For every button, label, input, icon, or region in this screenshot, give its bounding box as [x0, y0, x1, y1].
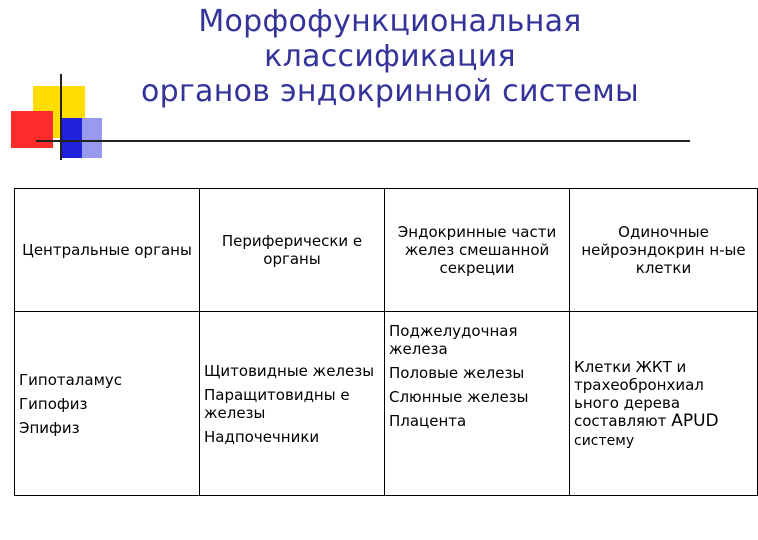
- red-square: [11, 111, 53, 148]
- single-cells-text: Клетки ЖКТ и трахеобронхиал ьного дерева составляют: [574, 357, 704, 430]
- apud-label: APUD: [671, 410, 719, 431]
- title-line-1: Морфофункциональная: [198, 4, 582, 39]
- table-header-row: [15, 189, 758, 312]
- cell-central-organs: [15, 312, 200, 496]
- header-label: Эндокринные части желез смешанной секреции: [397, 223, 557, 277]
- title-line-3: органов эндокринной системы: [140, 74, 640, 109]
- header-label: Периферически е органы: [221, 232, 363, 268]
- cell-peripheral-organs: [200, 312, 385, 496]
- header-label: Центральные органы: [22, 241, 192, 259]
- list-item: Паращитовидны е железы: [204, 385, 350, 422]
- list-item: Надпочечники: [204, 427, 320, 446]
- title-line-2: классификация: [264, 39, 516, 74]
- list-item: Щитовидные железы: [204, 361, 375, 380]
- classification-table: [14, 188, 758, 496]
- header-single-cells: [570, 189, 758, 312]
- list-item: Слюнные железы: [389, 388, 529, 406]
- header-mixed-glands: [385, 189, 570, 312]
- table-body-row: [15, 312, 758, 496]
- list-item: Эпифиз: [19, 418, 80, 437]
- list-item: Поджелудочная железа: [389, 322, 518, 358]
- header-label: Одиночные нейроэндокрин н-ые клетки: [581, 223, 746, 277]
- cell-single-cells: [570, 312, 758, 496]
- list-item: Плацента: [389, 412, 467, 430]
- list-item: Гипофиз: [19, 394, 88, 413]
- header-peripheral-organs: [200, 189, 385, 312]
- list-item: Половые железы: [389, 364, 525, 382]
- page-title: [60, 4, 720, 109]
- cell-mixed-glands: [385, 312, 570, 496]
- lavender-square: [82, 118, 102, 158]
- list-item: Гипоталамус: [19, 370, 123, 389]
- apud-suffix: систему: [574, 432, 635, 449]
- header-central-organs: [15, 189, 200, 312]
- blue-square: [62, 118, 102, 158]
